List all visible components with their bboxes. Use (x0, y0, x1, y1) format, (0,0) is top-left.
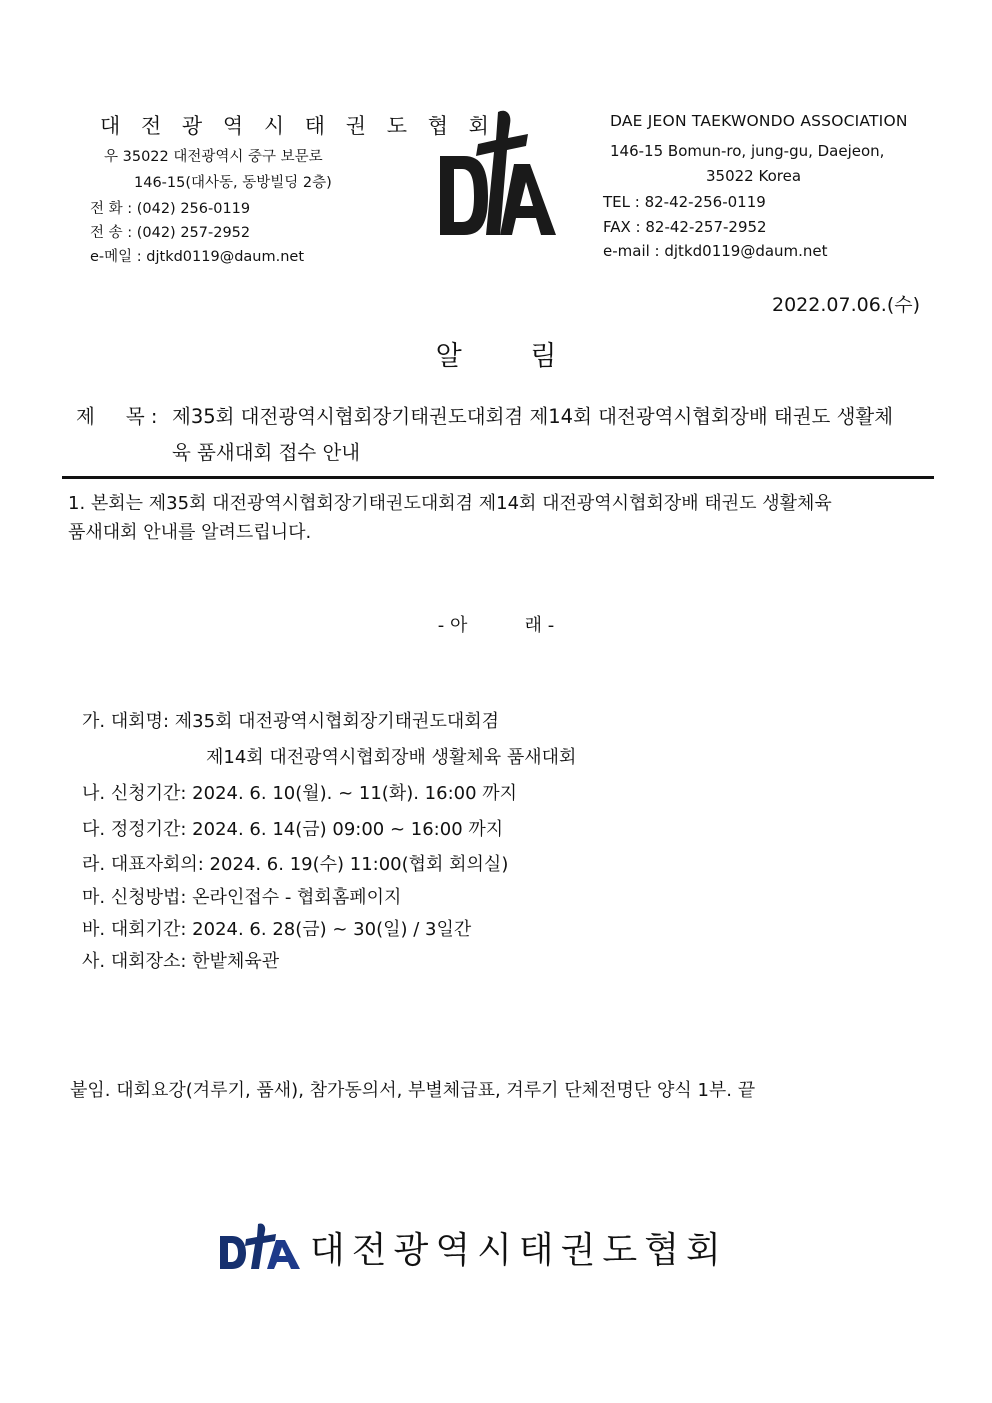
subject-line-1: 제35회 대전광역시협회장기태권도대회겸 제14회 대전광역시협회장배 태권도 생활체 (172, 405, 894, 428)
address-english-1: 146-15 Bomun-ro, jung-gu, Daejeon, (610, 142, 885, 160)
tel-english: TEL : 82-42-256-0119 (603, 193, 766, 211)
footer-org-name: 대전광역시태권도협회 (310, 1230, 728, 1271)
list-item-name: 가. 대회명: 제35회 대전광역시협회장기태권도대회겸 (82, 711, 500, 732)
attachment-note: 붙임. 대회요강(겨루기, 품새), 참가동의서, 부별체급표, 겨루기 단체전명단 양식 1부. 끝 (70, 1080, 756, 1101)
list-item-application-method: 마. 신청방법: 온라인접수 - 협회홈페이지 (82, 887, 402, 908)
list-item-name-continued: 제14회 대전광역시협회장배 생활체육 품새대회 (206, 747, 577, 768)
list-item-venue: 사. 대회장소: 한밭체육관 (82, 951, 280, 972)
dta-logo (436, 104, 561, 239)
divider-rule (62, 476, 934, 479)
list-item-correction-period: 다. 정정기간: 2024. 6. 14(금) 09:00 ~ 16:00 까지 (82, 819, 504, 840)
address-line-2: 146-15(대사동, 동방빌딩 2층) (134, 175, 332, 191)
document-title: 알 림 (435, 341, 557, 372)
below-heading: - 아 래 - (437, 615, 555, 636)
org-name-korean: 대 전 광 역 시 태 권 도 협 회 (100, 114, 496, 138)
list-item-representatives-meeting: 라. 대표자회의: 2024. 6. 19(수) 11:00(협회 회의실) (82, 854, 509, 875)
document-date: 2022.07.06.(수) (772, 294, 921, 316)
fax-number: 전 송 : (042) 257-2952 (90, 225, 251, 241)
body-paragraph-line-1: 1. 본회는 제35회 대전광역시협회장기태권도대회겸 제14회 대전광역시협회장배 태권도 생활체육 (68, 493, 832, 514)
postal-address: 우 35022 대전광역시 중구 보문로 (104, 149, 323, 165)
list-item-competition-period: 바. 대회기간: 2024. 6. 28(금) ~ 30(일) / 3일간 (82, 919, 472, 940)
subject-label: 제 목 : (76, 405, 158, 428)
email-english: e-mail : djtkd0119@daum.net (603, 242, 828, 260)
footer-logo-graphic (218, 1222, 302, 1270)
fax-english: FAX : 82-42-257-2952 (603, 218, 767, 236)
address-english-2: 35022 Korea (706, 167, 802, 185)
subject-line-2: 육 품새대회 접수 안내 (172, 441, 361, 464)
dta-logo-graphic (436, 104, 561, 239)
body-paragraph-line-2: 품새대회 안내를 알려드립니다. (68, 522, 312, 543)
footer-logo (218, 1222, 302, 1270)
list-item-application-period: 나. 신청기간: 2024. 6. 10(월). ~ 11(화). 16:00 까지 (82, 783, 518, 804)
phone-number: 전 화 : (042) 256-0119 (90, 201, 251, 217)
org-name-english: DAE JEON TAEKWONDO ASSOCIATION (610, 112, 908, 130)
email-address: e-메일 : djtkd0119@daum.net (90, 249, 305, 265)
